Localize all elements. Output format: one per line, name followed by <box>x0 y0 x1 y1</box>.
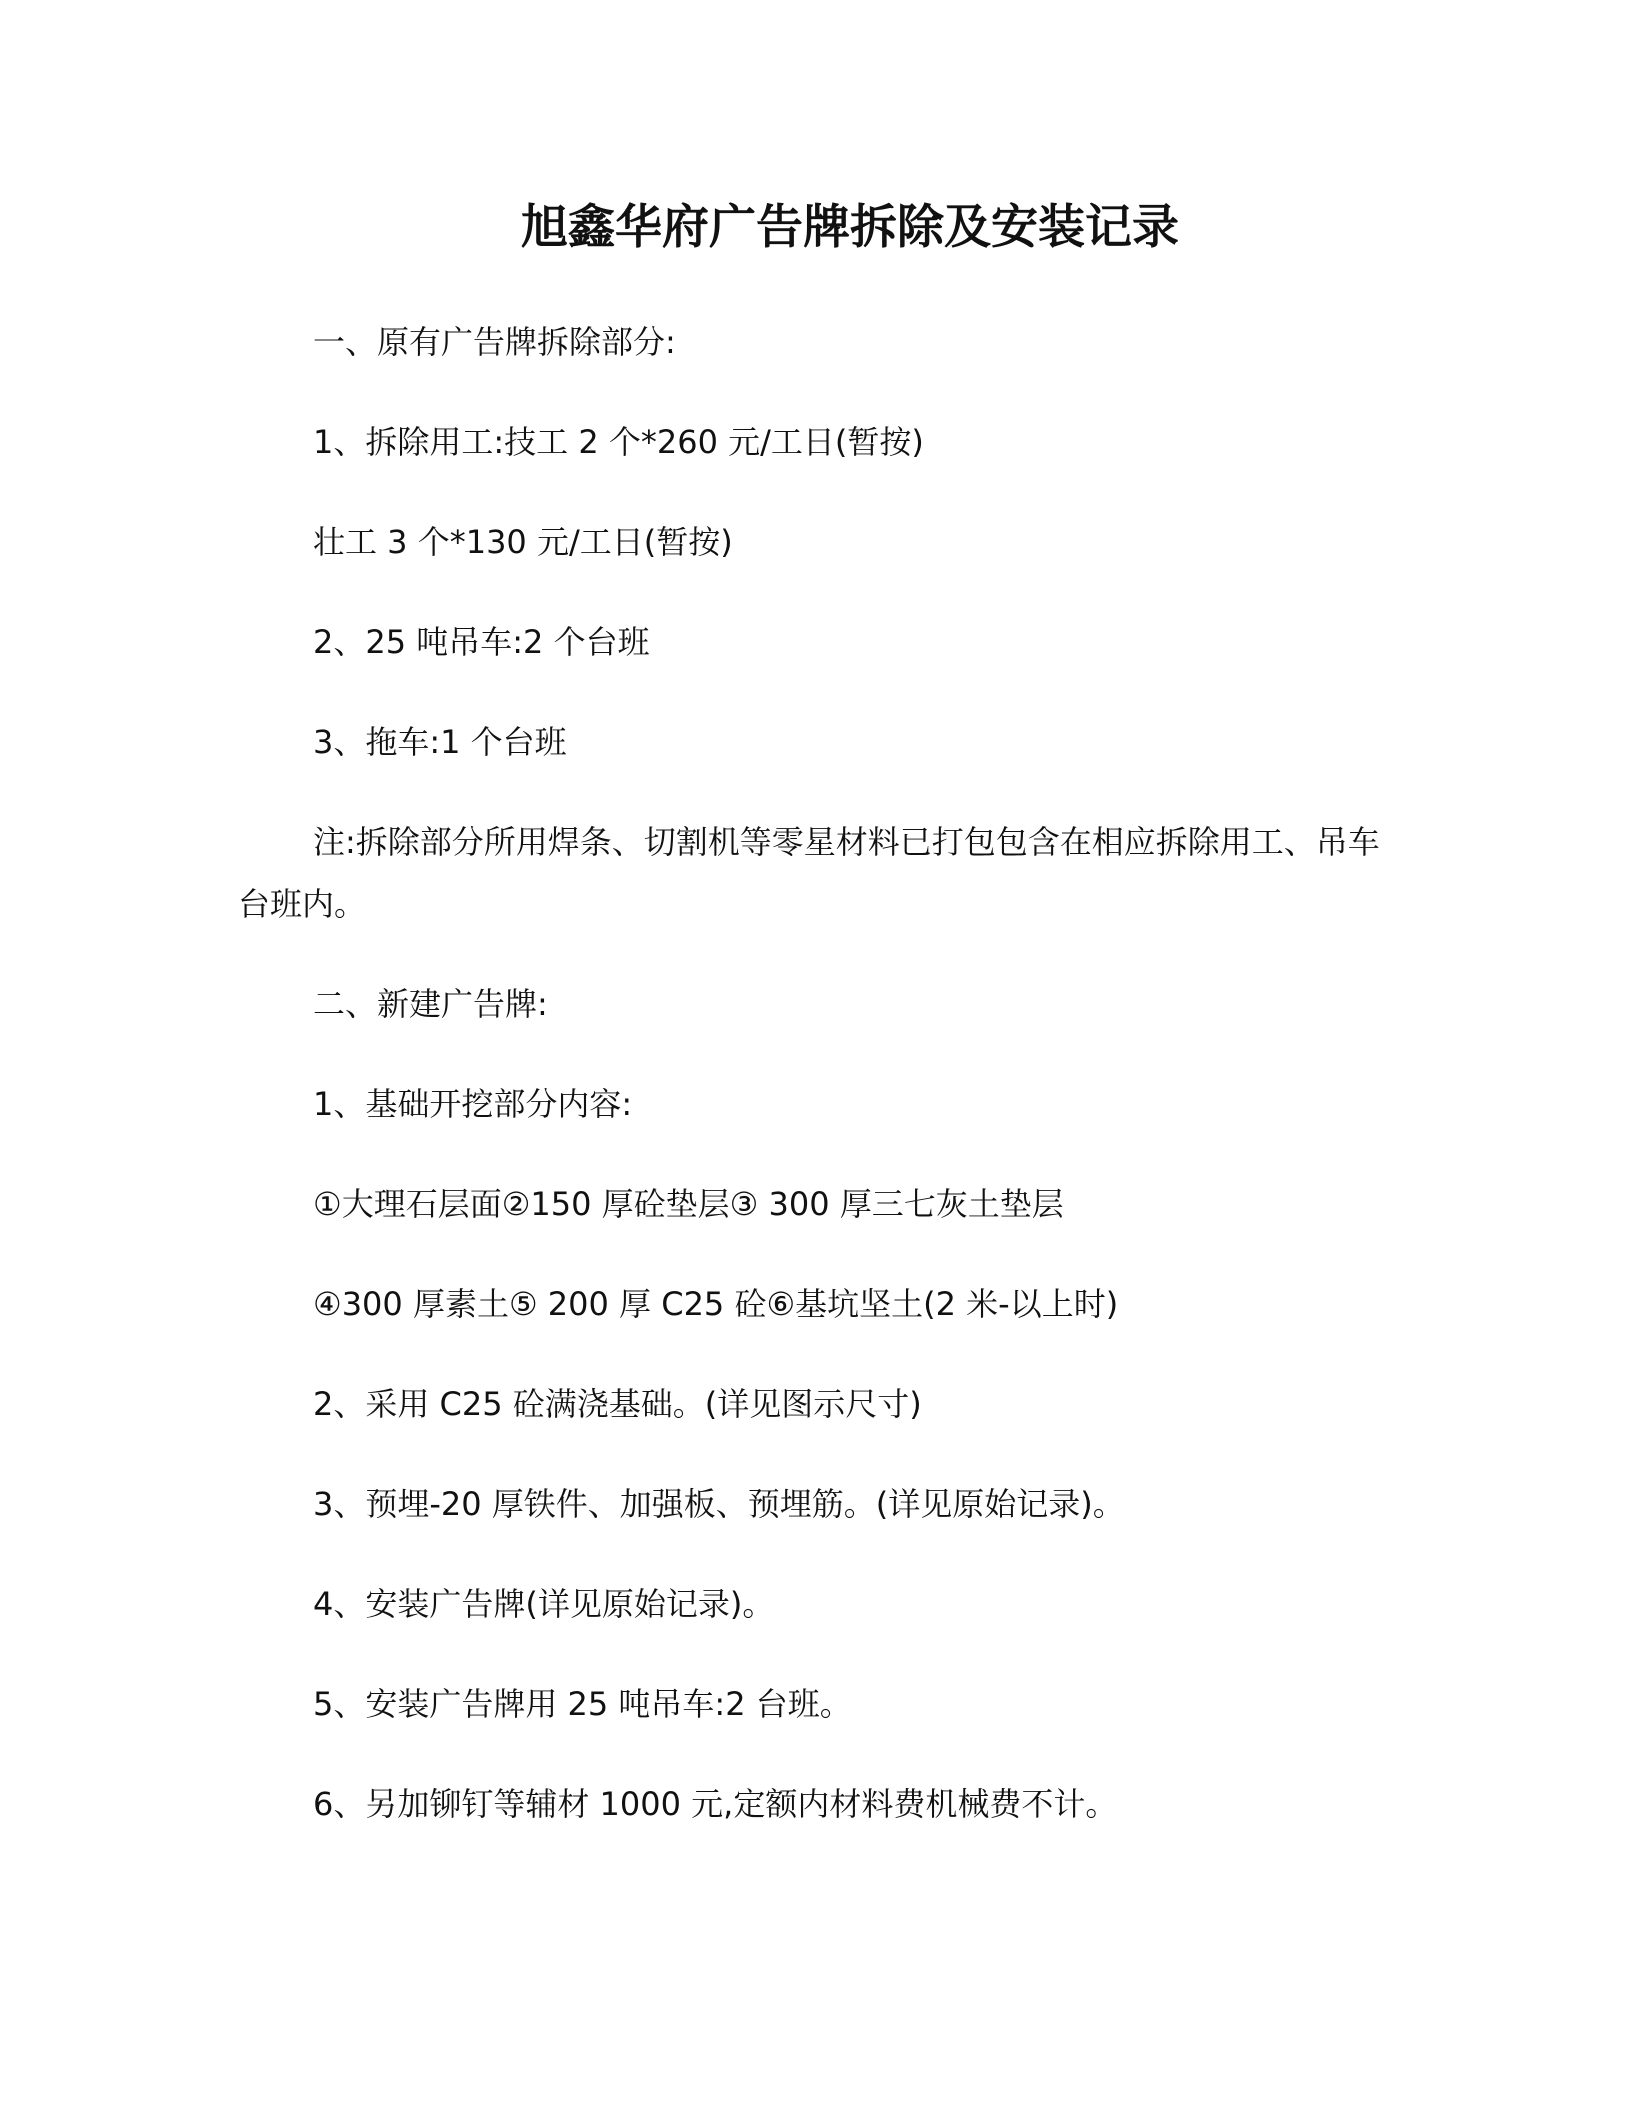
section2-item5: 5、安装广告牌用 25 吨吊车:2 台班。 <box>313 1685 852 1723</box>
section2-heading: 二、新建广告牌: <box>313 985 548 1023</box>
document-title: 旭鑫华府广告牌拆除及安装记录 <box>521 200 1179 255</box>
section2-item2: 2、采用 C25 砼满浇基础。(详见图示尺寸) <box>313 1385 922 1423</box>
section2-layers-line1: ①大理石层面②150 厚砼垫层③ 300 厚三七灰土垫层 <box>313 1185 1064 1223</box>
section2-item3: 3、预埋-20 厚铁件、加强板、预埋筋。(详见原始记录)。 <box>313 1485 1125 1523</box>
section2-layers-line2: ④300 厚素土⑤ 200 厚 C25 砼⑥基坑坚土(2 米-以上时) <box>313 1285 1119 1323</box>
section1-item1: 1、拆除用工:技工 2 个*260 元/工日(暂按) <box>313 423 924 461</box>
section2-item1: 1、基础开挖部分内容: <box>313 1085 633 1123</box>
section2-item4: 4、安装广告牌(详见原始记录)。 <box>313 1585 775 1623</box>
section1-item3: 3、拖车:1 个台班 <box>313 723 567 761</box>
section1-note-line1: 注:拆除部分所用焊条、切割机等零星材料已打包包含在相应拆除用工、吊车 <box>313 823 1380 861</box>
section2-item6: 6、另加铆钉等辅材 1000 元,定额内材料费机械费不计。 <box>313 1785 1118 1823</box>
section1-note-line2: 台班内。 <box>238 885 367 923</box>
section1-item2: 2、25 吨吊车:2 个台班 <box>313 623 650 661</box>
section1-item1-continuation: 壮工 3 个*130 元/工日(暂按) <box>313 523 733 561</box>
section1-heading: 一、原有广告牌拆除部分: <box>313 323 676 361</box>
